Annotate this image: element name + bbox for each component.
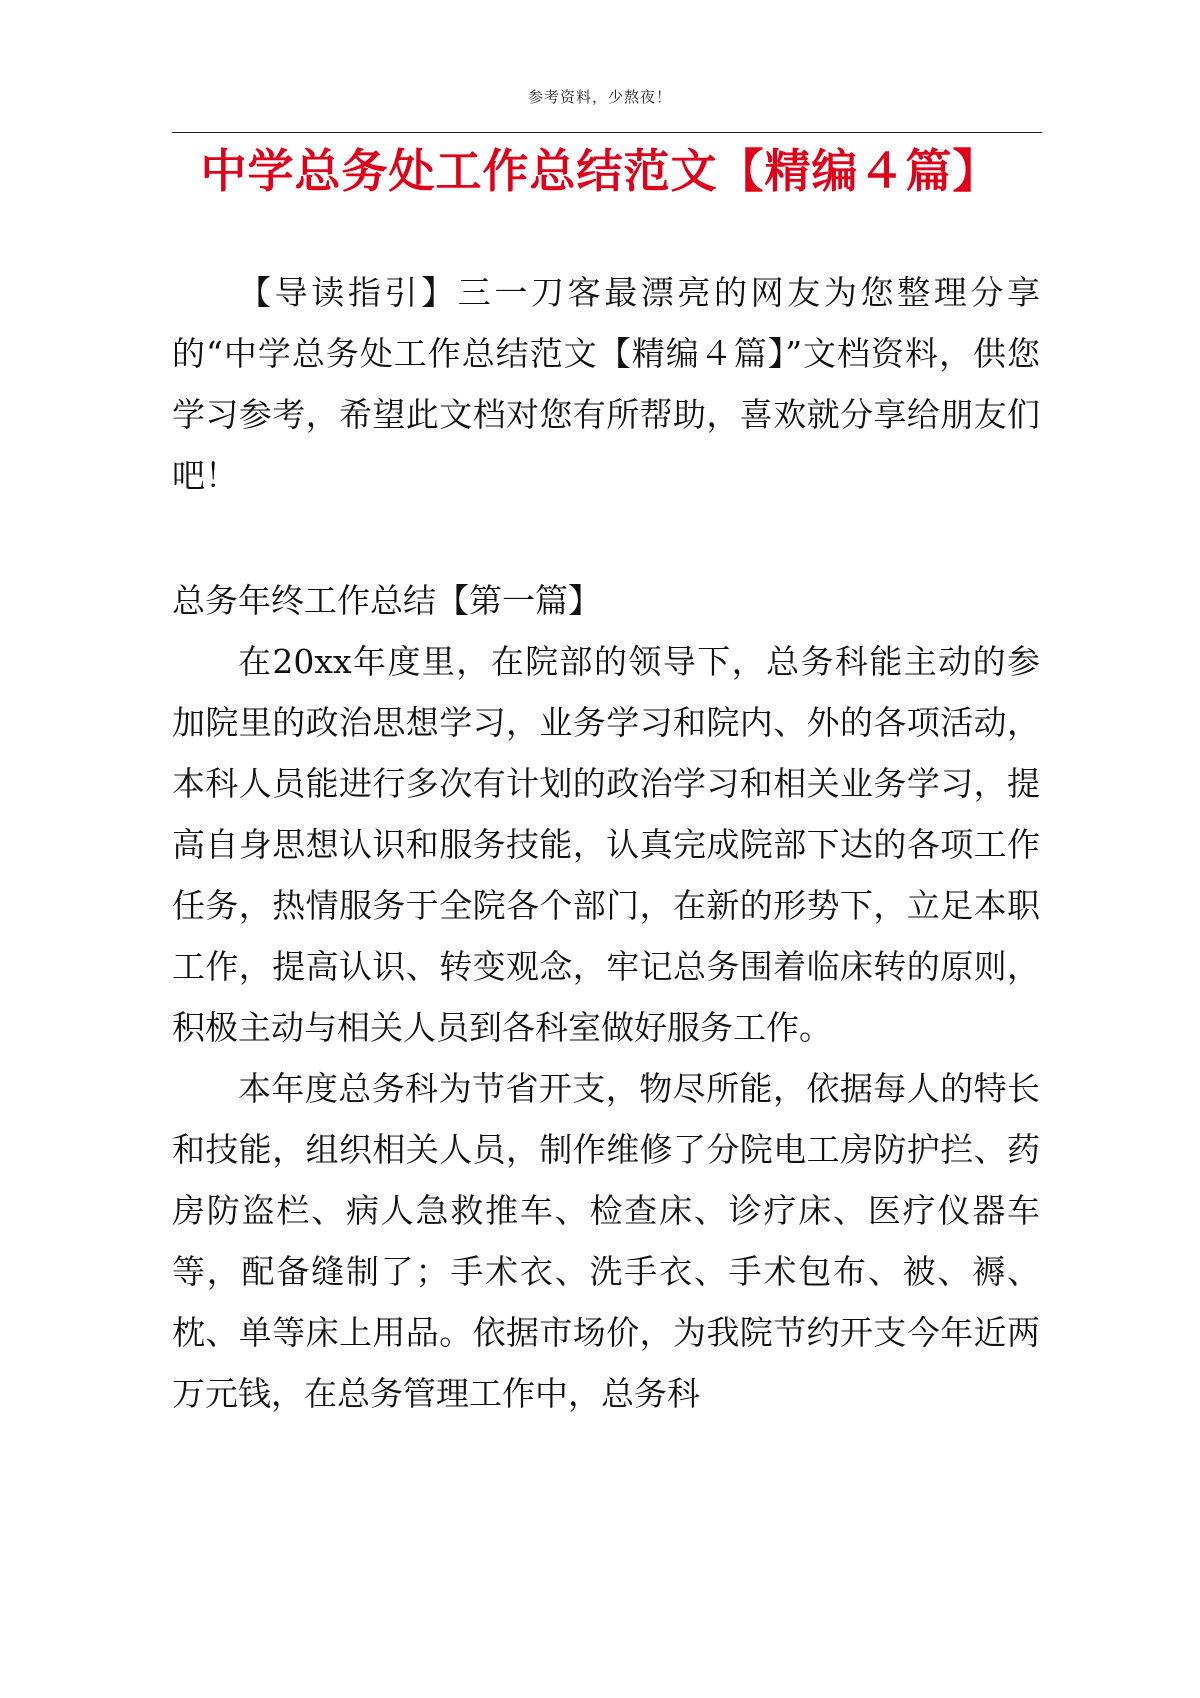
- header-divider: [172, 132, 1042, 133]
- body-paragraph-1: 在20xx年度里，在院部的领导下，总务科能主动的参加院里的政治思想学习，业务学习和院内、外的各项活动，本科人员能进行多次有计划的政治学习和相关业务学习，提高自身思想认识和服务技能，认真完成院部下达的各项工作任务，热情服务于全院各个部门，在新的形势下，立足本职工作，提高认识、转变观念，牢记总务围着临床转的原则，积极主动与相关人员到各科室做好服务工作。: [172, 642, 1040, 1047]
- section-1: [172, 570, 1040, 1424]
- header-note: 参考资料，少熬夜！: [527, 88, 672, 106]
- intro-paragraph: 【导读指引】三一刀客最漂亮的网友为您整理分享的“中学总务处工作总结范文【精编４篇】”文档资料，供您学习参考，希望此文档对您有所帮助，喜欢就分享给朋友们吧！: [172, 273, 1040, 495]
- intro-block: [172, 262, 1040, 506]
- section-heading: 总务年终工作总结【第一篇】: [172, 581, 601, 620]
- body-paragraph-2: 本年度总务科为节省开支，物尽所能，依据每人的特长和技能，组织相关人员，制作维修了分院电工房防护拦、药房防盗栏、病人急救推车、检查床、诊疗床、医疗仪器车等，配备缝制了；手术衣、洗手衣、手术包布、被、褥、枕、单等床上用品。依据市场价，为我院节约开支今年近两万元钱，在总务管理工作中，总务科: [172, 1069, 1040, 1413]
- document-title: 中学总务处工作总结范文【精编４篇】: [200, 144, 1000, 198]
